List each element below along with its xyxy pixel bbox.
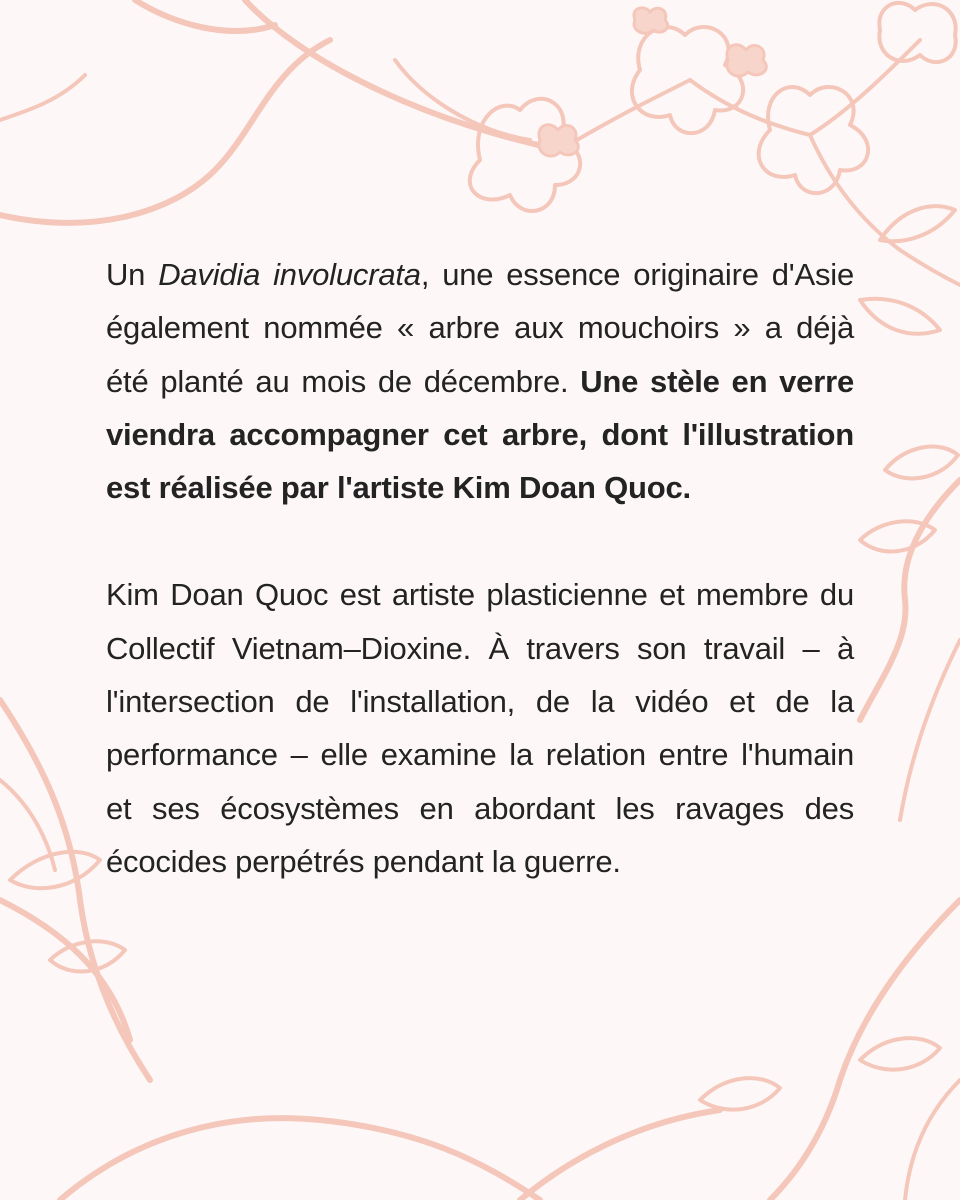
blossom-pink-3 xyxy=(634,8,668,33)
branch-bottom xyxy=(60,1118,540,1200)
branch-bottom-right xyxy=(770,900,960,1200)
article-body xyxy=(106,248,854,888)
vine-right-2 xyxy=(900,640,960,820)
vine-right xyxy=(860,480,960,720)
branch-bottom-right-2 xyxy=(905,1080,960,1200)
branch-top-arc xyxy=(245,0,560,150)
paragraph-artist-bio: Kim Doan Quoc est artiste plasticienne et membre du Collectif Vietnam–Dioxine. À travers son travail – à l'intersection de l'installation, de la vidéo et de la performance – elle examine la relation entre l'humain et ses écosystèmes en abordant les ravages des écocides perpétrés pendant la guerre. xyxy=(106,577,854,879)
branch-left-short xyxy=(0,75,85,120)
leaf-right-1 xyxy=(885,447,958,479)
branch-top-left-2 xyxy=(135,0,275,31)
paragraph-davidia xyxy=(106,248,854,514)
branch-top-left xyxy=(0,40,330,223)
branch-bottom-2 xyxy=(520,1110,720,1200)
species-name: Davidia involucrata xyxy=(158,257,421,292)
blossom-pink-2 xyxy=(727,45,766,76)
paragraph-prefix: Un xyxy=(106,257,159,292)
leaf-bottom-1 xyxy=(700,1078,780,1109)
leaf-right-2 xyxy=(860,521,935,551)
paragraph-emphasis: Une stèle en verre viendra accompagner cet arbre, dont l'illustration est réalisée par l'artiste Kim Doan Quoc. xyxy=(106,363,854,506)
leaf-bottom-2 xyxy=(860,1038,940,1069)
flower-4 xyxy=(879,3,955,62)
paragraph-middle: , une essence originaire d'Asie également nommée « arbre aux mouchoirs » a déjà été planté au mois de décembre. xyxy=(106,257,854,399)
branch-top-fork xyxy=(395,60,530,140)
blossom-pink-1 xyxy=(539,125,578,156)
